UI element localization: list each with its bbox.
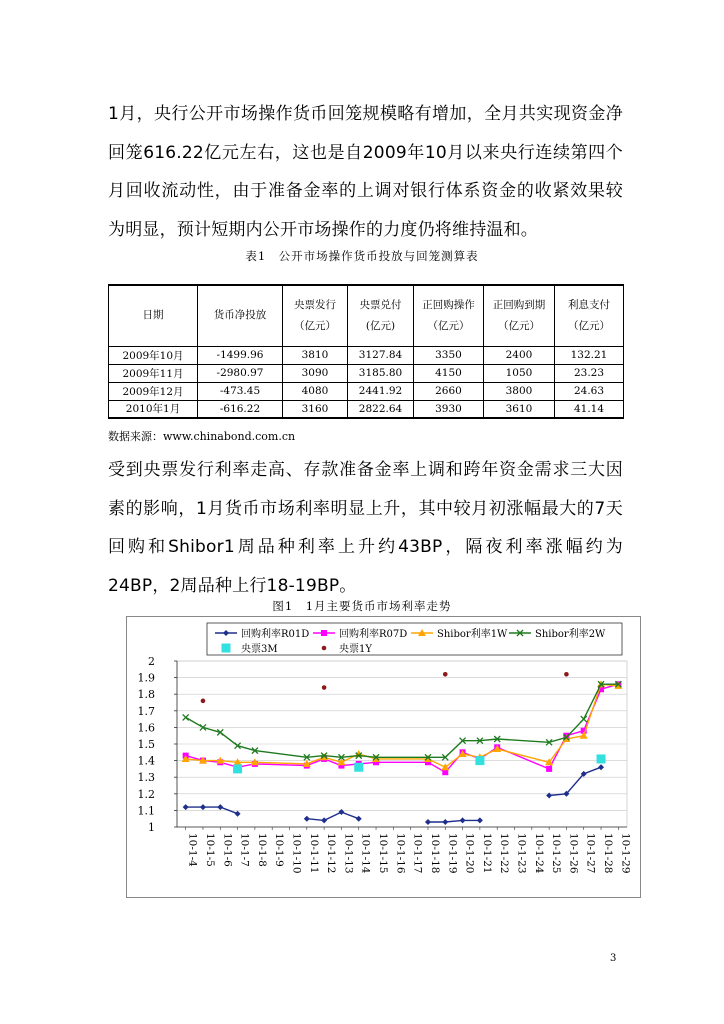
- table-header-text: 日期: [142, 309, 164, 322]
- table-cell: -1499.96: [198, 346, 283, 364]
- x-tick-label: 10-1-10: [290, 833, 303, 874]
- table-header-text: 正回购到期: [492, 298, 546, 311]
- x-tick-label: 10-1-6: [221, 833, 234, 867]
- table-cell: -616.22: [198, 400, 283, 418]
- table-header-cell: [109, 285, 198, 346]
- x-tick-label: 10-1-22: [498, 833, 511, 874]
- table-cell: 23.23: [555, 364, 624, 382]
- figure-caption: 图1 1月主要货币市场利率走势: [272, 599, 452, 613]
- table-cell: 2010年1月: [109, 400, 198, 418]
- legend-label: 回购利率R07D: [339, 629, 408, 640]
- table-cell: 1050: [484, 364, 555, 382]
- table-cell: 2009年10月: [109, 346, 198, 364]
- series-point-0: [546, 792, 552, 798]
- series-point-0: [477, 817, 483, 823]
- series-point-0: [304, 816, 310, 822]
- table-header-cell: [555, 285, 624, 346]
- y-tick-label: 1.2: [137, 787, 155, 801]
- series-point-3: [581, 716, 587, 722]
- series-point-0: [598, 764, 604, 770]
- table-cell: 4150: [414, 364, 484, 382]
- page-number: 3: [610, 953, 617, 964]
- table-header-text: 正回购操作: [422, 298, 475, 311]
- series-point-5: [322, 685, 327, 690]
- table-cell: 24.63: [555, 382, 624, 400]
- y-tick-label: 2: [148, 655, 155, 668]
- table-body: [109, 346, 624, 418]
- table-cell: 132.21: [555, 346, 624, 364]
- rate-trend-chart: [126, 616, 641, 898]
- table-cell: 2660: [414, 382, 484, 400]
- table-row: [109, 346, 624, 364]
- table-header-text: （亿元）: [568, 319, 610, 332]
- series-line-3: [186, 684, 619, 757]
- table-header-cell: [198, 285, 283, 346]
- table-header-text: 央票发行: [294, 298, 336, 311]
- table-cell: 3090: [283, 364, 348, 382]
- x-tick-label: 10-1-28: [602, 833, 615, 874]
- table-header-row: [109, 285, 624, 346]
- x-tick-label: 10-1-9: [273, 833, 286, 867]
- x-tick-label: 10-1-17: [411, 833, 424, 874]
- table-cell: 41.14: [555, 400, 624, 418]
- table-header-cell: [414, 285, 484, 346]
- x-tick-label: 10-1-23: [515, 833, 528, 874]
- legend-label: Shibor利率1W: [437, 629, 508, 640]
- series-point-0: [200, 804, 206, 810]
- series-point-0: [183, 804, 189, 810]
- series-point-0: [356, 816, 362, 822]
- table-cell: 2400: [484, 346, 555, 364]
- table-header-text: 利息支付: [568, 298, 610, 311]
- series-point-3: [183, 714, 189, 720]
- series-point-0: [425, 819, 431, 825]
- x-tick-label: 10-1-11: [307, 833, 320, 874]
- table-cell: 3800: [484, 382, 555, 400]
- table-header-text: 货币净投放: [213, 309, 267, 322]
- table-header-text: (亿元): [365, 319, 396, 332]
- y-tick-label: 1: [148, 821, 155, 834]
- x-tick-label: 10-1-29: [619, 833, 632, 874]
- x-tick-label: 10-1-4: [186, 833, 199, 867]
- series-point-5: [564, 672, 569, 677]
- y-tick-label: 1.9: [137, 671, 155, 685]
- table-cell: 3185.80: [348, 364, 414, 382]
- x-tick-label: 10-1-13: [342, 833, 355, 874]
- table-header-cell: [283, 285, 348, 346]
- y-tick-label: 1.7: [137, 704, 155, 718]
- series-point-0: [321, 817, 327, 823]
- series-line-2: [186, 684, 619, 767]
- table-cell: -2980.97: [198, 364, 283, 382]
- series-point-0: [460, 817, 466, 823]
- table-row: [109, 400, 624, 418]
- y-tick-label: 1.1: [137, 804, 155, 818]
- legend-label: 央票1Y: [339, 644, 372, 655]
- table-header-text: （亿元）: [498, 319, 540, 332]
- x-tick-label: 10-1-15: [377, 833, 390, 874]
- series-point-5: [443, 672, 448, 677]
- x-tick-label: 10-1-24: [532, 833, 545, 874]
- x-tick-label: 10-1-18: [428, 833, 441, 874]
- paragraph-open-market: 1月，央行公开市场操作货币回笼规模略有增加，全月共实现资金净回笼616.22亿元左右，这也是自2009年10月以来央行连续第四个月回收流动性，由于准备金率的上调对银行体系资金的收紧效果较为明显，预计短期内公开市场操作的力度仍将维持温和。: [108, 104, 623, 240]
- table-cell: 3810: [283, 346, 348, 364]
- table-caption: 表1 公开市场操作货币投放与回笼测算表: [245, 249, 479, 263]
- table-cell: 3930: [414, 400, 484, 418]
- series-point-5: [201, 699, 206, 704]
- series-line-0: [186, 767, 601, 822]
- table-row: [109, 364, 624, 382]
- legend-label: 央票3M: [241, 644, 278, 655]
- series-point-0: [235, 811, 241, 817]
- table-header-text: （亿元）: [294, 319, 336, 332]
- legend-label: Shibor利率2W: [535, 629, 606, 640]
- x-tick-label: 10-1-26: [567, 833, 580, 874]
- x-tick-label: 10-1-12: [325, 833, 338, 874]
- series-point-0: [338, 809, 344, 815]
- table-cell: 3350: [414, 346, 484, 364]
- table-cell: 4080: [283, 382, 348, 400]
- table-cell: -473.45: [198, 382, 283, 400]
- x-tick-label: 10-1-7: [238, 833, 251, 867]
- series-point-1: [546, 766, 552, 772]
- table-cell: 3127.84: [348, 346, 414, 364]
- table-header-text: （亿元）: [427, 319, 470, 332]
- table-cell: 2009年11月: [109, 364, 198, 382]
- table-header-cell: [348, 285, 414, 346]
- table-header-cell: [484, 285, 555, 346]
- series-point-4: [475, 756, 484, 765]
- legend-marker: [322, 646, 327, 651]
- x-tick-label: 10-1-14: [359, 833, 372, 874]
- table-cell: 2822.64: [348, 400, 414, 418]
- x-tick-label: 10-1-5: [203, 833, 216, 867]
- series-point-4: [233, 764, 242, 773]
- table-row: [109, 382, 624, 400]
- x-tick-label: 10-1-20: [463, 833, 476, 874]
- x-tick-label: 10-1-25: [550, 833, 563, 874]
- x-tick-label: 10-1-8: [255, 833, 268, 867]
- x-tick-label: 10-1-21: [480, 833, 493, 874]
- x-tick-label: 10-1-19: [446, 833, 459, 874]
- legend-label: 回购利率R01D: [241, 629, 310, 640]
- y-tick-label: 1.5: [137, 738, 155, 751]
- series-point-4: [597, 754, 606, 763]
- paragraph-money-market-rates: 受到央票发行利率走高、存款准备金率上调和跨年资金需求三大因素的影响，1月货币市场利率明显上升，其中较月初涨幅最大的7天回购和Shibor1周品种利率上升约43BP，隔夜利率涨幅约为24BP，2周品种上行18-19BP。: [108, 460, 623, 596]
- y-tick-label: 1.8: [137, 688, 155, 702]
- series-point-4: [354, 763, 363, 772]
- source-note: 数据来源：www.chinabond.com.cn: [108, 430, 296, 443]
- table-header-text: 央票兑付: [359, 298, 402, 311]
- y-tick-label: 1.6: [137, 721, 155, 735]
- chart-canvas: [127, 617, 640, 897]
- y-tick-label: 1.4: [137, 754, 155, 768]
- legend-marker: [321, 630, 327, 636]
- table-cell: 3610: [484, 400, 555, 418]
- open-market-table: [108, 284, 624, 419]
- table-cell: 2441.92: [348, 382, 414, 400]
- legend-marker: [222, 644, 231, 653]
- table-cell: 3160: [283, 400, 348, 418]
- x-tick-label: 10-1-16: [394, 833, 407, 874]
- series-point-0: [442, 819, 448, 825]
- table-cell: 2009年12月: [109, 382, 198, 400]
- y-tick-label: 1.3: [137, 771, 155, 785]
- series-point-0: [217, 804, 223, 810]
- x-tick-label: 10-1-27: [584, 833, 597, 874]
